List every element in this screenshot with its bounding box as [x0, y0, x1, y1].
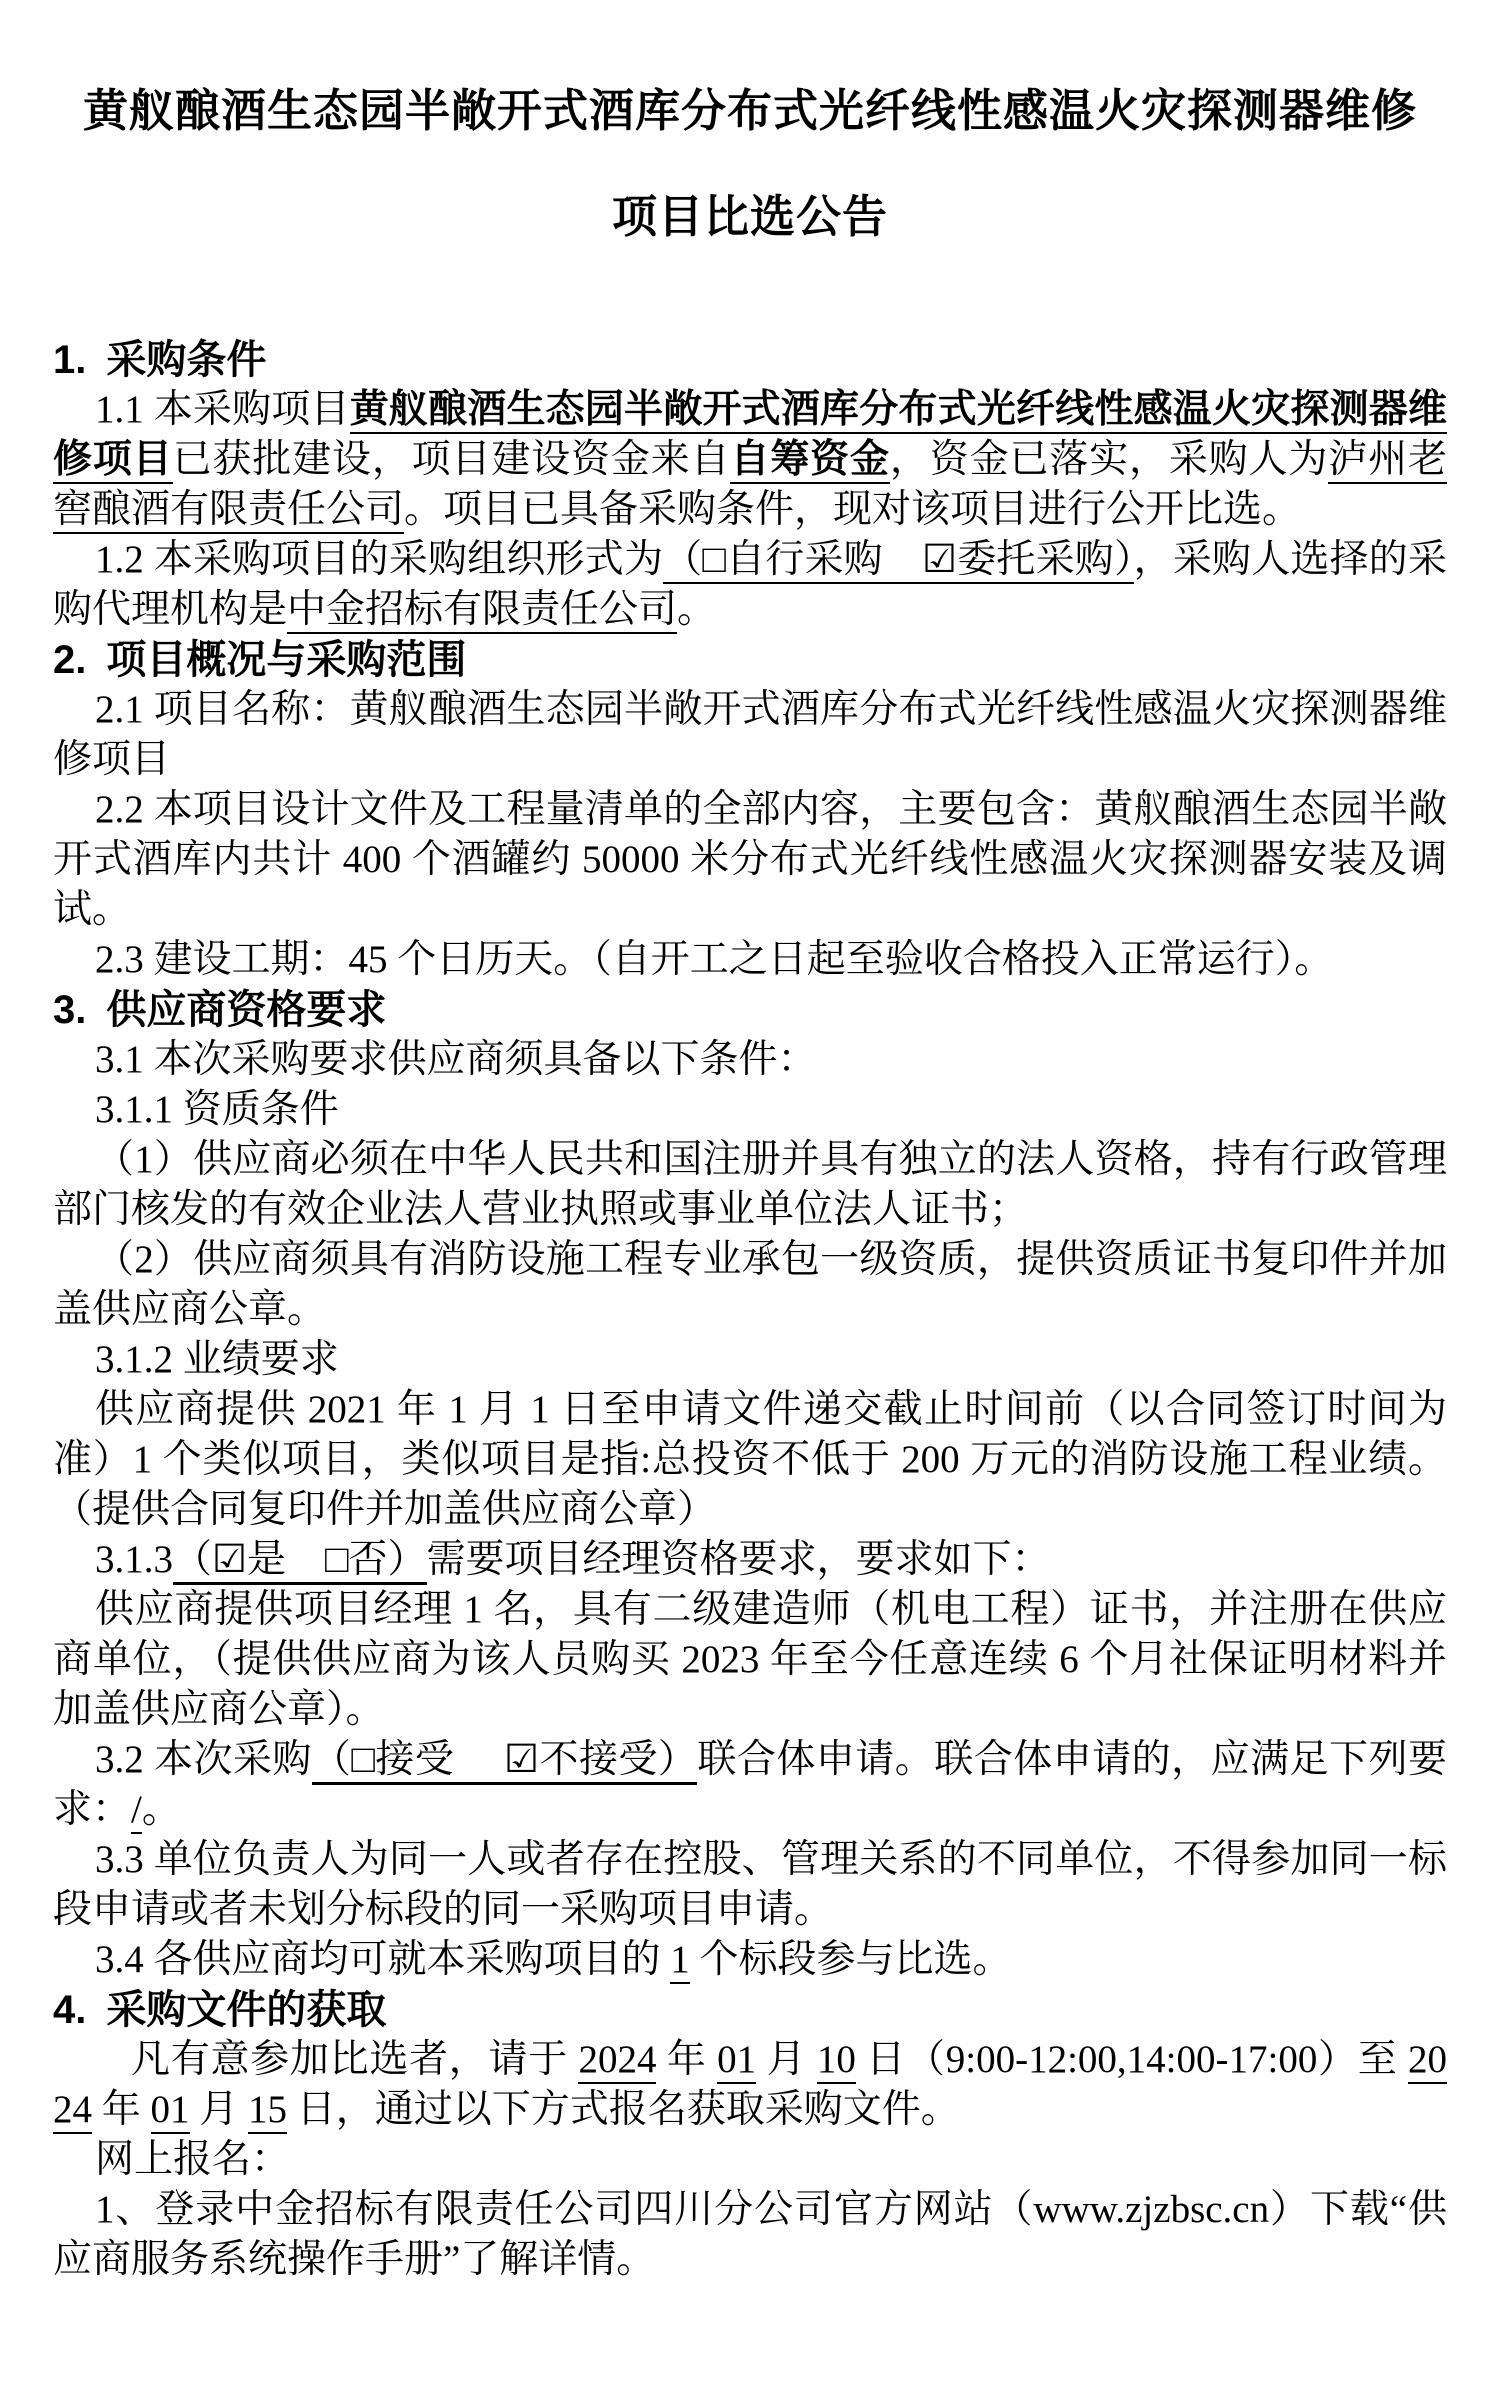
text-segment: 2. 项目概况与采购范围: [53, 638, 467, 682]
text-segment: ，采购人选择的采购代理机构是: [53, 538, 1447, 631]
text-segment: 年: [92, 2088, 151, 2131]
text-segment: 。: [677, 588, 717, 631]
text-segment: 1: [670, 1938, 690, 1984]
text-segment: 01: [717, 2038, 756, 2084]
paragraph: [53, 1035, 1447, 1085]
text-segment: 2.1 项目名称：黄舣酿酒生态园半敞开式酒库分布式光纤线性感温火灾探测器维修项目: [53, 688, 1447, 781]
text-segment: 黄舣酿酒生态园半敞开式酒库分布式光纤线性感温火灾探测器维修项目: [53, 388, 1447, 484]
paragraph: [53, 1335, 1447, 1385]
text-segment: 1.2 本采购项目的采购组织形式为: [95, 538, 664, 581]
document-title: [53, 58, 1447, 270]
text-segment: 需要项目经理资格要求，要求如下：: [426, 1538, 1051, 1581]
paragraph: [53, 1585, 1447, 1735]
text-segment: 1. 采购条件: [53, 338, 267, 382]
text-segment: 月: [756, 2038, 817, 2081]
text-segment: （1）供应商必须在中华人民共和国注册并具有独立的法人资格，持有行政管理部门核发的有效企业法人营业执照或事业单位法人证书；: [53, 1138, 1447, 1231]
text-segment: 1、登录中金招标有限责任公司四川分公司官方网站（www.zjzbsc.cn）下载“供应商服务系统操作手册”了解详情。: [53, 2188, 1447, 2281]
document-body: [53, 335, 1447, 2285]
paragraph: [53, 1085, 1447, 1135]
text-segment: 3.1.1 资质条件: [95, 1088, 339, 1131]
section-heading: [53, 635, 1447, 685]
text-segment: /: [131, 1788, 142, 1834]
text-segment: 15: [248, 2088, 287, 2134]
paragraph: [53, 1235, 1447, 1335]
text-segment: 供应商提供 2021 年 1 月 1 日至申请文件递交截止时间前（以合同签订时间为准）1 个类似项目，类似项目是指:总投资不低于 200 万元的消防设施工程业绩。（提供合同复印件并加盖供应商公章）: [53, 1388, 1447, 1531]
document-title-line1: 黄舣酿酒生态园半敞开式酒库分布式光纤线性感温火灾探测器维修: [82, 86, 1417, 136]
paragraph: [53, 1385, 1447, 1535]
text-segment: 2.3 建设工期：45 个日历天。（自开工之日起至验收合格投入正常运行）。: [95, 938, 1334, 981]
paragraph: [53, 935, 1447, 985]
text-segment: 10: [817, 2038, 856, 2084]
text-segment: 月: [189, 2088, 249, 2131]
text-segment: （□接受 ☑不接受）: [312, 1738, 698, 1785]
text-segment: 2.2 本项目设计文件及工程量清单的全部内容，主要包含：黄舣酿酒生态园半敞开式酒库内共计 400 个酒罐约 50000 米分布式光纤线性感温火灾探测器安装及调试。: [53, 788, 1447, 931]
paragraph: [53, 535, 1447, 635]
section-heading: [53, 985, 1447, 1035]
document-title-line2: 项目比选公告: [611, 192, 888, 242]
text-segment: 2024: [53, 2038, 1447, 2134]
text-segment: 年: [656, 2038, 718, 2081]
paragraph: [53, 685, 1447, 785]
text-segment: ，资金已落实，采购人为: [889, 438, 1329, 481]
paragraph: [53, 785, 1447, 935]
paragraph: [53, 1135, 1447, 1235]
text-segment: 3. 供应商资格要求: [53, 988, 387, 1032]
text-segment: 已获批建设，项目建设资金来自: [172, 438, 731, 481]
text-segment: 3.4 各供应商均可就本采购项目的: [95, 1938, 671, 1981]
text-segment: （□自行采购 ☑委托采购）: [663, 538, 1133, 584]
section-heading: [53, 335, 1447, 385]
text-segment: 3.3 单位负责人为同一人或者存在控股、管理关系的不同单位，不得参加同一标段申请或者未划分标段的同一采购项目申请。: [53, 1838, 1447, 1931]
paragraph: [53, 1735, 1447, 1835]
paragraph: [53, 2135, 1447, 2185]
text-segment: 1.1 本采购项目: [95, 388, 350, 431]
text-segment: 个标段参与比选。: [689, 1938, 1012, 1981]
paragraph: [53, 1835, 1447, 1935]
text-segment: 01: [151, 2088, 190, 2134]
paragraph: [53, 2035, 1447, 2135]
text-segment: 2024: [578, 2038, 656, 2084]
text-segment: 日（9:00-12:00,14:00-17:00）至: [855, 2038, 1408, 2081]
paragraph: [53, 2185, 1447, 2285]
text-segment: 中金招标有限责任公司: [287, 588, 677, 634]
text-segment: 凡有意参加比选者，请于: [131, 2038, 579, 2081]
text-segment: 3.1 本次采购要求供应商须具备以下条件：: [95, 1038, 817, 1081]
paragraph: [53, 1935, 1447, 1985]
text-segment: 自筹资金: [730, 438, 889, 484]
text-segment: 3.1.2 业绩要求: [95, 1338, 339, 1381]
text-segment: （2）供应商须具有消防设施工程专业承包一级资质，提供资质证书复印件并加盖供应商公章。: [53, 1238, 1447, 1331]
text-segment: 3.2 本次采购: [95, 1738, 312, 1781]
paragraph: [53, 1535, 1447, 1585]
text-segment: 3.1.3: [95, 1538, 173, 1581]
section-heading: [53, 1985, 1447, 2035]
text-segment: 联合体申请。联合体申请的，应满足下列要求：: [53, 1738, 1447, 1831]
paragraph: [53, 385, 1447, 535]
text-segment: 网上报名：: [95, 2138, 291, 2181]
text-segment: 泸州老窖酿酒有限责任公司: [53, 438, 1447, 534]
text-segment: 供应商提供项目经理 1 名，具有二级建造师（机电工程）证书，并注册在供应商单位，（提供供应商为该人员购买 2023 年至今任意连续 6 个月社保证明材料并加盖供应商公章）。: [53, 1588, 1447, 1731]
text-segment: 4. 采购文件的获取: [53, 1988, 387, 2032]
text-segment: 。: [141, 1788, 181, 1831]
text-segment: （☑是 □否）: [173, 1538, 427, 1585]
text-segment: 日，通过以下方式报名获取采购文件。: [287, 2088, 960, 2131]
text-segment: 。项目已具备采购条件，现对该项目进行公开比选。: [404, 488, 1302, 531]
